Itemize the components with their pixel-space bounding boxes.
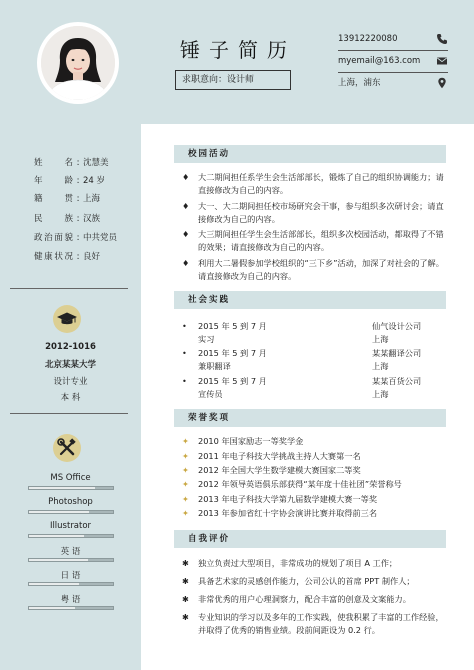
star-bullet-icon: ✦ (182, 508, 189, 518)
phone-text: 13912220080 (338, 34, 398, 44)
info-row-political: 政治面貌 : 中共党员 (34, 233, 118, 243)
skill-bar (28, 606, 114, 610)
job-objective: 求职意向：设计师 (175, 70, 291, 90)
avatar-frame (37, 22, 119, 104)
avatar (41, 26, 115, 100)
section-header-self (174, 530, 446, 548)
skill-bar (28, 510, 114, 514)
resume-title: 锤子简历 (180, 38, 296, 62)
campus-item: ♦ 大一、大二期间担任校市场研究会干事，参与组织多次研讨会；请直接修改为自己的内容。 (182, 201, 444, 224)
email-text: myemail@163.com (338, 56, 421, 66)
drop-bullet-icon: ♦ (182, 229, 190, 239)
star-bullet-icon: ✦ (182, 479, 189, 489)
contact-email (338, 52, 448, 70)
skill-label: 粤 语 (60, 595, 81, 605)
education-icon-circle (53, 305, 81, 333)
header-band (0, 0, 474, 124)
info-row-health: 健康状况 : 良好 (34, 252, 101, 262)
dot-bullet-icon: • (182, 321, 187, 331)
honor-item: ✦ 2010 年国家励志一等奖学金 (182, 436, 304, 446)
section-title: 自我评价 (188, 534, 231, 544)
skill-label: 日 语 (60, 571, 81, 581)
phone-icon (436, 33, 448, 45)
dot-bullet-icon: • (182, 376, 187, 386)
tools-icon (53, 434, 81, 462)
self-item: ✱ 具备艺术家的灵感创作能力，公司公认的首席 PPT 制作人； (182, 576, 415, 586)
sidebar (0, 124, 141, 670)
skill-bar (28, 534, 114, 538)
skill-label: Photoshop (48, 497, 93, 507)
honor-item: ✦ 2012 年全国大学生数学建模大赛国家二等奖 (182, 465, 361, 475)
asterisk-bullet-icon: ✱ (182, 594, 189, 604)
self-item: ✱ 非常优秀的用户心理洞察力，配合丰富的创意及文案能力。 (182, 594, 411, 604)
honor-item: ✦ 2011 年电子科技大学挑战主持人大赛第一名 (182, 451, 361, 461)
drop-bullet-icon: ♦ (182, 201, 190, 211)
section-title: 校园活动 (188, 149, 231, 159)
sidebar-divider (10, 413, 128, 414)
campus-item: ♦ 大二期间担任系学生会生活部部长，锻炼了自己的组织协调能力；请直接修改为自己的内容。 (182, 172, 444, 195)
info-row-name: 姓名 : 沈慧美 (34, 158, 109, 168)
sidebar-divider (10, 288, 128, 289)
self-item: ✱ 专业知识的学习以及多年的工作实践，使我积累了丰富的工作经验，并取得了优秀的销售业绩。段前间距设为 0.2 行。 (182, 612, 444, 635)
skill-bar (28, 486, 114, 490)
skill-bar (28, 582, 114, 586)
star-bullet-icon: ✦ (182, 451, 189, 461)
asterisk-bullet-icon: ✱ (182, 558, 189, 568)
skill-bar (28, 558, 114, 562)
education-degree: 本 科 (60, 393, 81, 403)
campus-item: ♦ 利用大二暑假参加学校组织的“三下乡”活动，加深了对社会的了解。请直接修改为自己的内容。 (182, 258, 444, 281)
location-pin-icon (436, 77, 448, 89)
mail-icon (436, 55, 448, 67)
skill-bar-fill (29, 511, 89, 513)
skill-label: 英 语 (60, 547, 81, 557)
skill-bar-fill (29, 487, 95, 489)
skill-bar-fill (29, 559, 88, 561)
location-text: 上海，浦东 (338, 78, 381, 88)
contact-phone (338, 30, 448, 48)
section-header-social (174, 291, 446, 309)
skill-label: MS Office (50, 473, 91, 483)
education-major: 设计专业 (53, 377, 88, 387)
section-title: 荣誉奖项 (188, 413, 231, 423)
honor-item: ✦ 2012 年领导英语俱乐部获得“某年度十佳社团”荣誉称号 (182, 479, 402, 489)
section-title: 社会实践 (188, 295, 231, 305)
honor-item: ✦ 2013 年参加省红十字协会演讲比赛并取得前三名 (182, 508, 378, 518)
star-bullet-icon: ✦ (182, 465, 189, 475)
skill-bar-fill (29, 535, 84, 537)
asterisk-bullet-icon: ✱ (182, 612, 189, 622)
star-bullet-icon: ✦ (182, 494, 189, 504)
info-row-hometown: 籍贯 : 上海 (34, 194, 101, 204)
section-header-honors (174, 409, 446, 427)
drop-bullet-icon: ♦ (182, 258, 190, 268)
education-school: 北京某某大学 (44, 360, 96, 370)
star-bullet-icon: ✦ (182, 436, 189, 446)
asterisk-bullet-icon: ✱ (182, 576, 189, 586)
skill-label: Illustrator (49, 521, 92, 531)
info-row-ethnicity: 民族 : 汉族 (34, 214, 101, 224)
contact-location (338, 74, 448, 92)
skill-bar-fill (29, 583, 79, 585)
education-years: 2012-1016 (45, 342, 96, 352)
graduation-cap-icon (53, 305, 81, 333)
campus-item: ♦ 大三期间担任学生会生活部部长，组织多次校园活动，都取得了不错的效果；请直接修改为自己的内容。 (182, 229, 444, 252)
skill-bar-fill (29, 607, 75, 609)
skills-icon-circle (53, 434, 81, 462)
section-header-campus (174, 145, 446, 163)
dot-bullet-icon: • (182, 348, 187, 358)
info-row-age: 年龄 : 24 岁 (34, 176, 106, 186)
honor-item: ✦ 2013 年电子科技大学第九届数学建模大赛一等奖 (182, 494, 378, 504)
self-item: ✱ 独立负责过大型项目，非常成功的规划了项目 A 工作； (182, 558, 398, 568)
drop-bullet-icon: ♦ (182, 172, 190, 182)
